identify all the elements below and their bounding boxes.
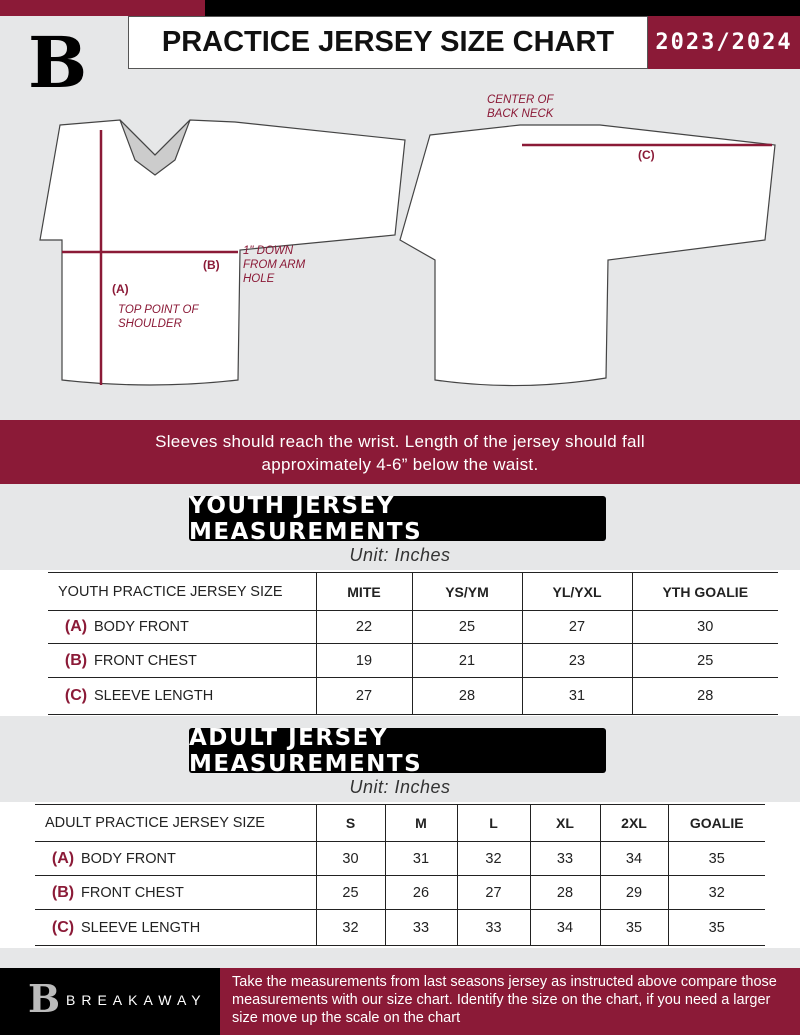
brand-logo: B [28, 21, 88, 104]
back-jersey [400, 125, 775, 386]
footer-instructions: Take the measurements from last seasons jersey as instructed above compare those measurements with our size chart. Identify the size on the chart, if you need a larger size move up the scale on the chart [220, 968, 800, 1035]
table-row: (B) FRONT CHEST 19 21 23 25 [48, 644, 778, 678]
note-top-point-shoulder: TOP POINT OF SHOULDER [118, 304, 199, 330]
table-header-row: YOUTH PRACTICE JERSEY SIZE MITE YS/YM YL/YXL YTH GOALIE [48, 573, 778, 611]
adult-title: ADULT JERSEY MEASUREMENTS [189, 728, 606, 773]
label-b: (B) [203, 258, 220, 272]
fit-banner [0, 420, 800, 484]
adult-table [35, 804, 765, 946]
footer-brand [0, 968, 220, 1035]
table-row: (A) BODY FRONT 30 31 32 33 34 35 [35, 842, 765, 876]
brand-name: BREAKAWAY [66, 992, 207, 1008]
youth-unit: Unit: Inches [349, 545, 451, 565]
page-title: PRACTICE JERSEY SIZE CHART [128, 16, 648, 69]
table-header-row: ADULT PRACTICE JERSEY SIZE S M L XL 2XL GOALIE [35, 805, 765, 842]
footer-logo: B [28, 976, 61, 1021]
table-row: (C) SLEEVE LENGTH 32 33 33 34 35 35 [35, 910, 765, 946]
jersey-diagram [0, 100, 800, 420]
note-center-back-neck: CENTER OF BACK NECK [487, 94, 554, 120]
table-row: (B) FRONT CHEST 25 26 27 28 29 32 [35, 876, 765, 910]
youth-table [48, 572, 778, 715]
youth-title: YOUTH JERSEY MEASUREMENTS [189, 496, 606, 541]
fit-banner-text: Sleeves should reach the wrist. Length of the jersey should fall approximately 4-6” below the waist. [155, 432, 645, 474]
top-bar [0, 0, 800, 16]
table-row: (C) SLEEVE LENGTH 27 28 31 28 [48, 678, 778, 715]
adult-unit: Unit: Inches [349, 777, 451, 797]
table-row: (A) BODY FRONT 22 25 27 30 [48, 611, 778, 644]
note-down-from-armhole: 1" DOWN FROM ARM HOLE [243, 245, 306, 285]
season-label: 2023/2024 [648, 16, 800, 69]
label-a: (A) [112, 282, 129, 296]
label-c: (C) [638, 148, 655, 162]
